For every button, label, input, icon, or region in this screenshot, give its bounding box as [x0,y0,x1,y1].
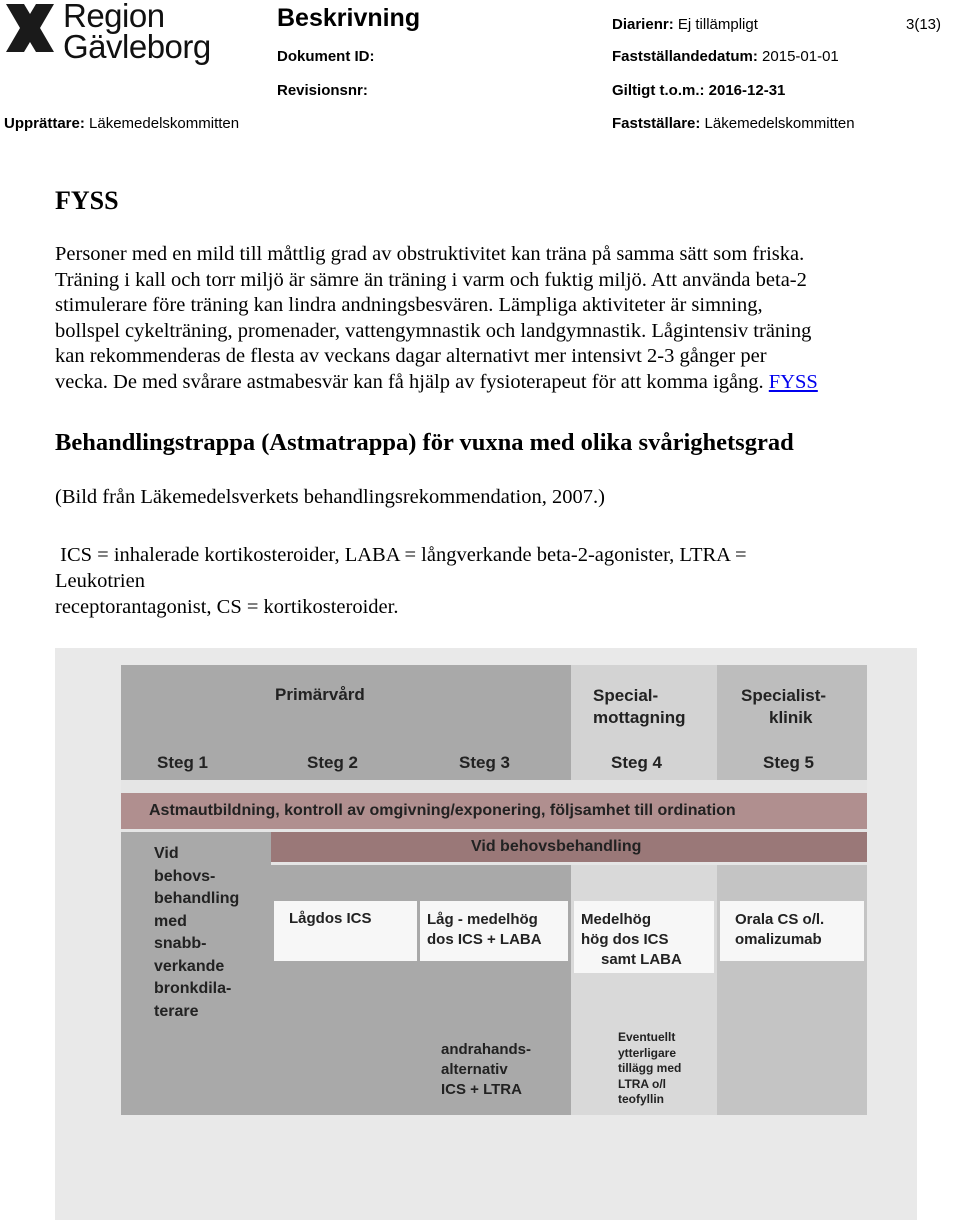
eventual-line: teofyllin [618,1092,665,1106]
page-number: 3(13) [906,16,942,33]
specialistklinik-line: klinik [769,708,813,727]
eventual-line: tillägg med [618,1061,682,1075]
eventual-line: Eventuellt [618,1030,676,1044]
diarienr-label: Diarienr: [612,16,674,33]
paragraph-line: Personer med en mild till måttlig grad av obstruktivitet kan träna på samma sätt som friska. [55,243,805,265]
logo-line-2: Gävleborg [63,28,211,65]
faststallare [612,115,855,132]
specialistklinik-line: Specialist- [741,686,827,705]
specialmottagning-line: mottagning [593,708,686,727]
step-4-line: hög dos ICS [581,931,669,948]
specialmottagning-line: Special- [593,686,659,705]
step-4-text [581,910,682,970]
paragraph-last-line [55,370,935,396]
giltigt-value: 2016-12-31 [708,82,786,99]
alternative-line: alternativ [441,1061,508,1078]
step-1-line: behovs- [154,867,216,885]
paragraph-line: Träning i kall och torr miljö är sämre än träning i varm och fuktig miljö. Att använda beta-2 [55,268,807,291]
step-3-line: dos ICS + LABA [427,931,542,948]
upprattare [4,115,239,132]
alternative-treatment-text [441,1040,531,1100]
step-5-line: omalizumab [735,931,822,948]
diarienr-value: Ej tillämpligt [677,16,758,33]
revisionsnr-label: Revisionsnr: [277,82,368,99]
step-1-line: Vid [154,845,179,862]
faststallare-label: Fastställare: [612,115,701,132]
step-4-label: Steg 4 [611,753,663,772]
giltigt-label: Giltigt t.o.m.: [612,82,705,99]
giltigt-tom [612,82,785,99]
dokument-id-label: Dokument ID: [277,48,375,65]
logo-mark-icon [4,2,56,54]
education-bar-text: Astmautbildning, kontroll av omgivning/exponering, följsamhet till ordination [149,802,736,819]
abbrev-line: ICS = inhalerade kortikosteroider, LABA = långverkande beta-2-agonister, LTRA = [55,544,747,566]
step-1-line: med [154,912,187,930]
faststallandedatum [612,48,839,65]
fyss-link[interactable]: FYSS [768,370,818,393]
step-5-text [735,910,824,950]
paragraph-line: bollspel cykelträning, promenader, vattengymnastik och landgymnastik. Lågintensiv träning [55,319,812,342]
faststallare-value: Läkemedelskommitten [704,115,855,132]
document-type: Beskrivning [277,4,421,32]
step-1-line: snabb- [154,935,207,952]
eventual-addition-text [618,1030,681,1108]
vid-behov-bar-text: Vid behovsbehandling [471,838,642,855]
step-3-text [427,910,542,950]
alternative-line: ICS + LTRA [441,1081,522,1098]
revisionsnr [277,82,368,99]
eventual-line: LTRA o/l [618,1076,666,1091]
step-3-label: Steg 3 [459,753,511,772]
step-1-text [154,843,239,1023]
step-1-label: Steg 1 [157,753,209,772]
primarvard-label: Primärvård [275,685,365,704]
step-2-label: Steg 2 [307,753,359,772]
staircase-diagram [121,665,867,1115]
specialistklinik-label [741,685,826,729]
step-1-line: terare [154,1002,199,1020]
eventual-line: ytterligare [618,1045,677,1060]
step-2-text: Lågdos ICS [289,910,372,927]
faststallandedatum-value: 2015-01-01 [762,48,839,65]
region-gavleborg-logo [4,2,219,64]
upprattare-label: Upprättare: [4,115,85,132]
step-1-line: behandling [154,890,240,907]
alternative-line: andrahands- [441,1041,532,1058]
image-source-caption: (Bild från Läkemedelsverkets behandlingsrekommendation, 2007.) [55,486,605,508]
diarienr [612,16,758,33]
faststallandedatum-label: Fastställandedatum: [612,48,758,65]
step-1-line: verkande [154,957,225,975]
step-1-line: bronkdila- [154,980,232,997]
paragraph-line: stimulerare före träning kan lindra andningsbesvären. Lämpliga aktiviteter är simning, [55,294,763,317]
abbreviations [55,542,747,620]
paragraph-line: vecka. De med svårare astmabesvär kan få hjälp av fysioterapeut för att komma igång. [55,370,764,393]
abbrev-line: Leukotrien [55,570,145,592]
step-4-line: samt LABA [601,951,682,968]
paragraph-line: kan rekommenderas de flesta av veckans dagar alternativt mer intensivt 2-3 gånger per [55,345,767,368]
fyss-paragraph [55,242,935,396]
step-5-line: Orala CS o/l. [735,911,825,928]
logo-line-1: Region [63,0,165,34]
treatment-staircase-figure [55,648,917,1220]
treatment-staircase-heading: Behandlingstrappa (Astmatrappa) för vuxna med olika svårighetsgrad [55,429,794,456]
section-title: FYSS [55,186,119,215]
dokument-id [277,48,375,65]
upprattare-value: Läkemedelskommitten [89,115,240,132]
step-4-line: Medelhög [581,911,651,928]
step-3-line: Låg - medelhög [427,911,538,928]
abbrev-line: receptorantagonist, CS = kortikosteroider. [55,596,399,618]
specialmottagning-label [593,685,686,729]
step-5-label: Steg 5 [763,753,815,772]
